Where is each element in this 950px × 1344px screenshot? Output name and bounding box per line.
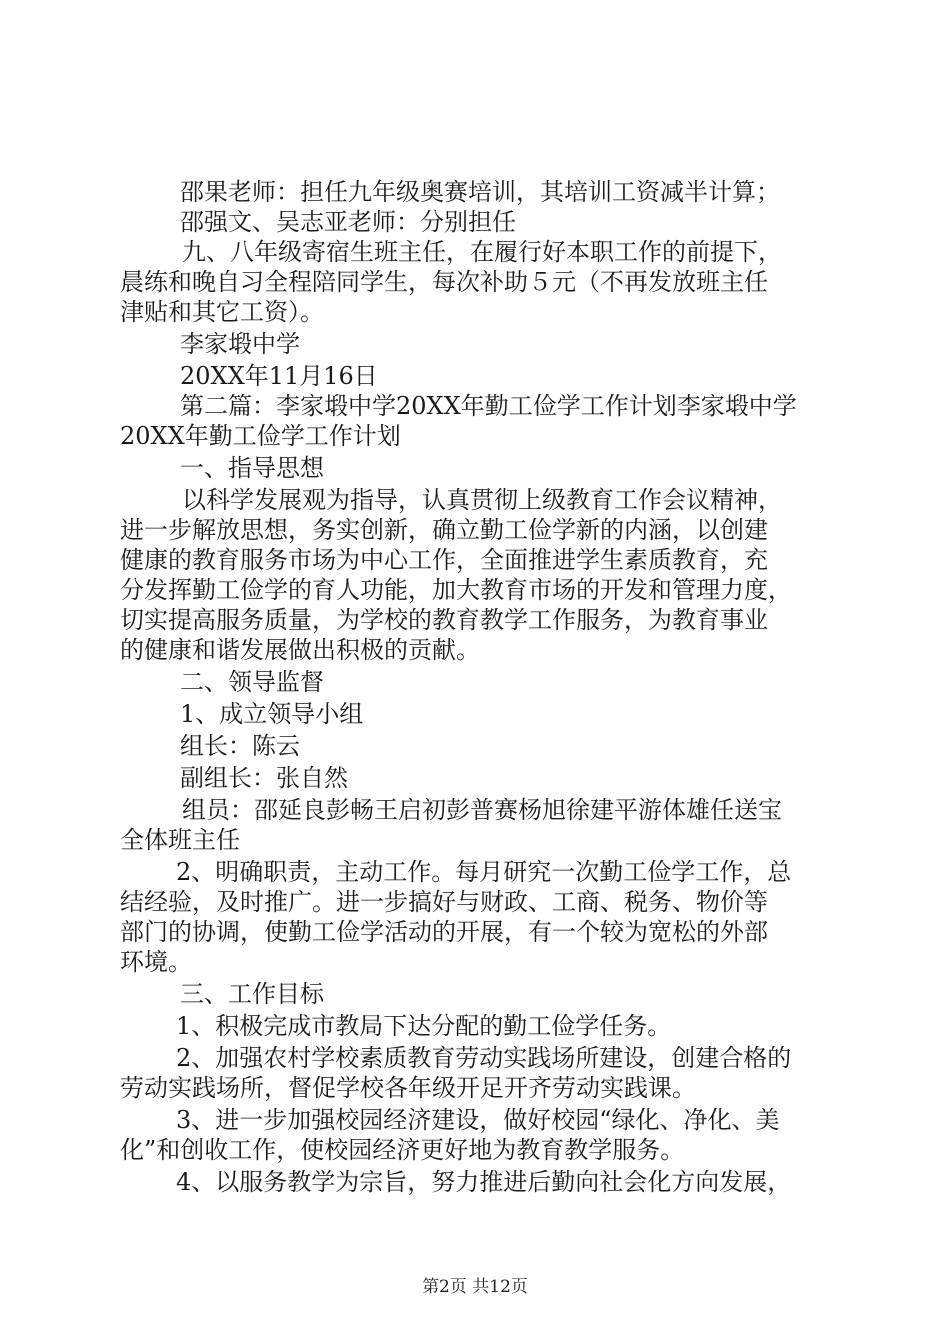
text-line: 20XX年11月16日 (180, 362, 378, 390)
text-line: 九、八年级寄宿生班主任，在履行好本职工作的前提下， (182, 238, 782, 266)
text-line: 2、明确职责，主动工作。每月研究一次勤工俭学工作，总 (176, 858, 792, 886)
text-line: 4、以服务教学为宗旨，努力推进后勤向社会化方向发展， (176, 1168, 792, 1196)
text-line: 结经验，及时推广。进一步搞好与财政、工商、税务、物价等 (120, 888, 768, 916)
text-line: 副组长：张自然 (180, 764, 348, 792)
text-line: 1、积极完成市教局下达分配的勤工俭学任务。 (176, 1012, 672, 1040)
text-line: 环境。 (120, 948, 192, 976)
text-line: 进一步解放思想，务实创新，确立勤工俭学新的内涵，以创建 (120, 516, 768, 544)
section-heading: 三、工作目标 (180, 980, 324, 1008)
text-line: 第二篇：李家塅中学20XX年勤工俭学工作计划李家塅中学 (180, 392, 797, 420)
text-line: 组长：陈云 (180, 732, 300, 760)
text-line: 1、成立领导小组 (180, 700, 364, 728)
text-line: 化”和创收工作，使校园经济更好地为教育教学服务。 (120, 1136, 685, 1164)
text-line: 切实提高服务质量，为学校的教育教学工作服务，为教育事业 (120, 606, 768, 634)
section-heading: 二、领导监督 (180, 668, 324, 696)
text-line: 部门的协调，使勤工俭学活动的开展，有一个较为宽松的外部 (120, 918, 768, 946)
text-line: 的健康和谐发展做出积极的贡献。 (120, 636, 480, 664)
page-footer: 第2页 共12页 (422, 1277, 528, 1297)
text-line: 劳动实践场所，督促学校各年级开足开齐劳动实践课。 (120, 1074, 696, 1102)
text-line: 邵果老师：担任九年级奥赛培训，其培训工资减半计算； (180, 178, 780, 206)
text-line: 津贴和其它工资）。 (120, 298, 324, 326)
text-line: 3、进一步加强校园经济建设，做好校园“绿化、净化、美 (176, 1106, 780, 1134)
section-heading: 一、指导思想 (180, 454, 324, 482)
text-line: 李家塅中学 (180, 330, 300, 358)
text-line: 分发挥勤工俭学的育人功能，加大教育市场的开发和管理力度， (120, 576, 792, 604)
text-line: 以科学发展观为指导，认真贯彻上级教育工作会议精神， (182, 486, 782, 514)
text-line: 2、加强农村学校素质教育劳动实践场所建设，创建合格的 (176, 1044, 792, 1072)
text-line: 健康的教育服务市场为中心工作，全面推进学生素质教育，充 (120, 546, 768, 574)
text-line: 组员：邵延良彭畅王启初彭普赛杨旭徐建平游体雄任送宝 (182, 796, 782, 824)
text-line: 20XX年勤工俭学工作计划 (120, 422, 401, 450)
text-line: 邵强文、吴志亚老师：分别担任 (180, 208, 516, 236)
text-line: 晨练和晚自习全程陪同学生，每次补助５元（不再发放班主任 (120, 268, 768, 296)
text-line: 全体班主任 (120, 826, 240, 854)
